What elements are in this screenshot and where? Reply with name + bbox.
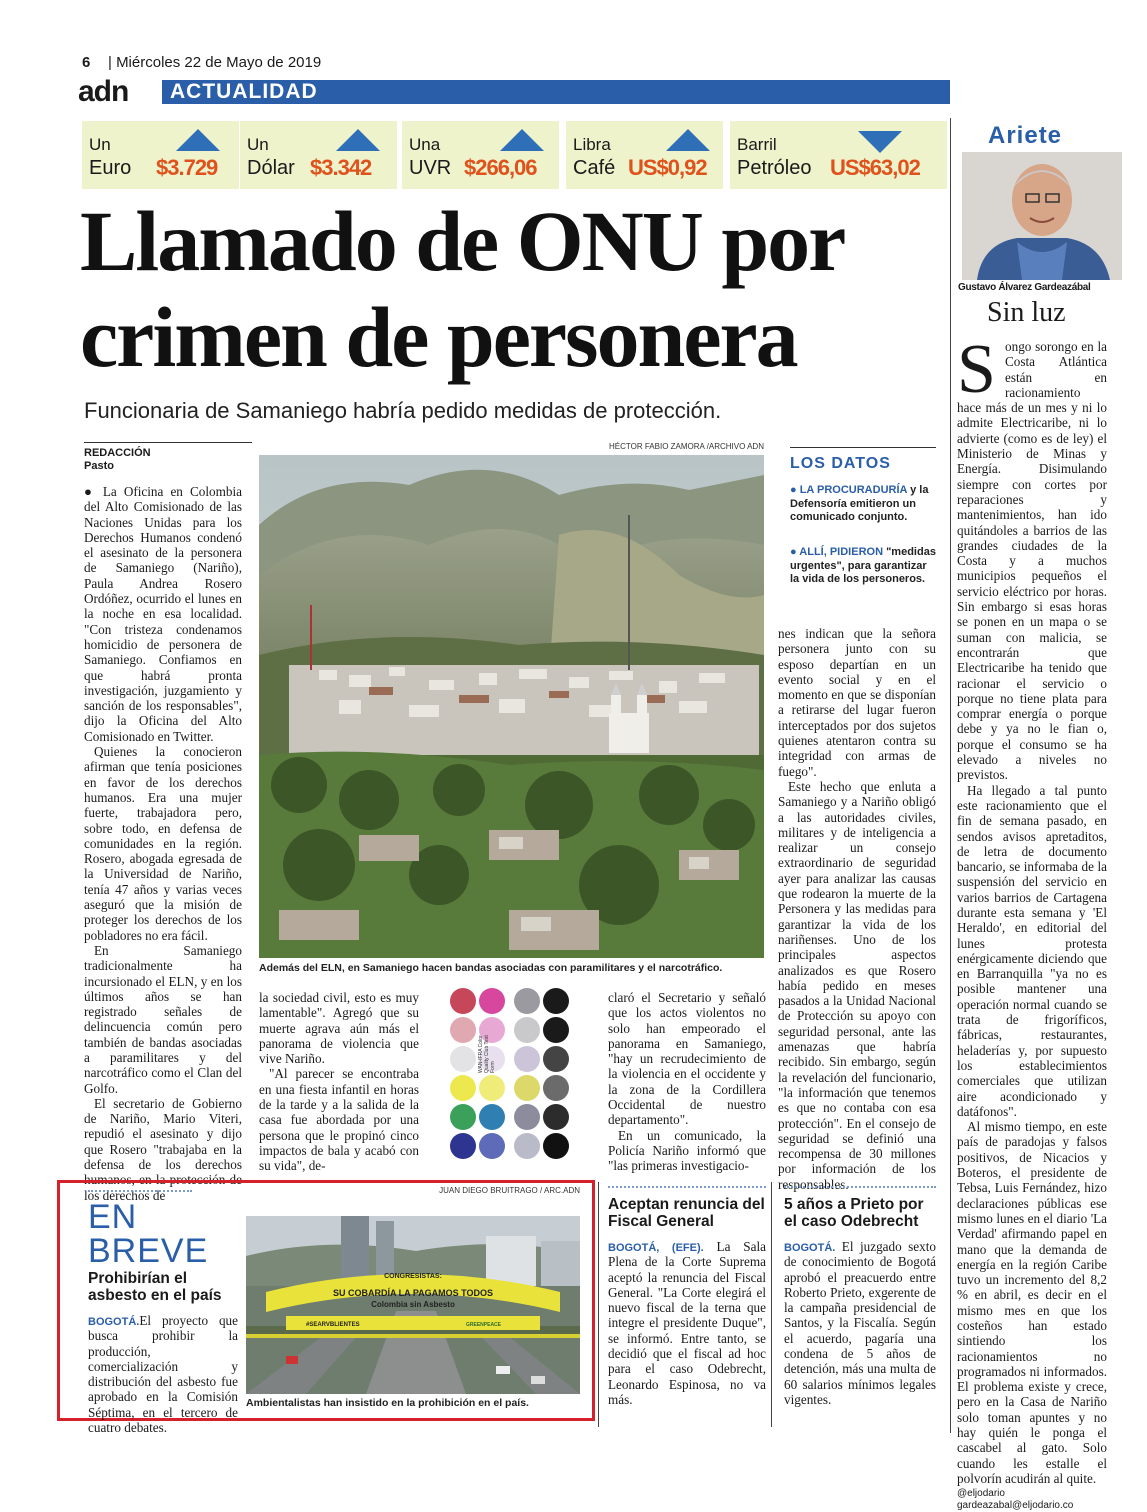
article-column-1 bbox=[84, 484, 242, 1203]
ticker-label-2: Dólar bbox=[247, 157, 295, 179]
ticker-label-1: Un bbox=[89, 135, 111, 154]
photo-caption: Además del ELN, en Samaniego hacen bandas asociadas con paramilitares y el narcotráfico. bbox=[259, 962, 723, 974]
ticker-label-2: Petróleo bbox=[737, 157, 812, 179]
article-column-4 bbox=[778, 626, 936, 1192]
color-test-bar bbox=[450, 988, 590, 1160]
color-swatch bbox=[514, 1133, 540, 1159]
color-swatch bbox=[543, 988, 569, 1014]
ticker-label-1: Un bbox=[247, 135, 269, 154]
color-swatch bbox=[543, 1133, 569, 1159]
ticker-label-1: Libra bbox=[573, 135, 611, 154]
column-first-paragraph bbox=[957, 331, 1107, 783]
banner-line-1: CONGRESISTAS: bbox=[384, 1273, 442, 1280]
ticker-café bbox=[566, 121, 726, 189]
en-breve-rule bbox=[88, 1190, 192, 1192]
samaniego-photo bbox=[259, 455, 764, 958]
color-swatch bbox=[479, 1104, 505, 1130]
arrow-up-icon bbox=[666, 129, 710, 151]
arrow-up-icon bbox=[336, 129, 380, 151]
color-swatch bbox=[514, 1017, 540, 1043]
article-column-3 bbox=[608, 990, 766, 1174]
subheadline: Funcionaria de Samaniego habría pedido medidas de protección. bbox=[84, 398, 722, 423]
color-swatch bbox=[479, 988, 505, 1014]
byline-name: REDACCIÓN bbox=[84, 447, 151, 459]
color-swatch bbox=[450, 1133, 476, 1159]
ticker-label-2: Euro bbox=[89, 157, 132, 179]
brief-photo-caption: Ambientalistas han insistido en la prohibición en el país. bbox=[246, 1397, 529, 1409]
section-bar: ACTUALIDAD bbox=[162, 80, 950, 104]
color-swatch bbox=[479, 1133, 505, 1159]
adn-logo: adn bbox=[78, 75, 129, 108]
color-swatch bbox=[514, 988, 540, 1014]
datos-item bbox=[790, 484, 936, 525]
paragraph: "Al parecer se encontraba en una fiesta infantil en horas de la tarde y a la salida de la casa fue abordada por una persona que le propinó cinco impactos de bala y acabó con su vida", de- bbox=[259, 1066, 419, 1174]
paragraph: Este hecho que enluta a Samaniego y a Nariño obligó a las autoridades civiles, militares y de inteligencia a realizar un consejo extraordinario de seguridad ayer para analizar las causas que rodearon la muerte de la Personera y las medidas para garantizar la vida de los nariñenses. Uno de los principales aspectos analizados es que Rosero había pedido en meses pasados a la Unidad Nacional de Protección su apoyo con seguridad personal, ante las amenazas que habría recibido. Sin embargo, según la revelación del funcionario, "la información que tenemos es que no contaba con esa protección". En el consejo de seguridad se definió una recompensa de 30 millones por información de los responsables. bbox=[778, 778, 936, 1192]
headline-line-1: Llamado de ONU por bbox=[80, 193, 845, 289]
color-swatch bbox=[514, 1104, 540, 1130]
page-date: | Miércoles 22 de Mayo de 2019 bbox=[108, 54, 322, 71]
headline-line-2: crimen de personera bbox=[80, 289, 797, 385]
column-handle: @eljodario bbox=[957, 1488, 1005, 1500]
paragraph: ● La Oficina en Colombia del Alto Comisionado de las Naciones Unidas para los Derechos Humanos condenó el asesinato de la personera de Samaniego (Nariño), Paula Andrea Rosero Ordóñez, ocurrido el lunes en la noche en esa localidad. "Con tristeza condenamos homicidio de personera de Samaniego. Confiamos en que habrá pronta investigación, juzgamiento y sanción de los responsables", dijo la Oficina del Alto Comisionado en Twitter. bbox=[84, 484, 242, 744]
ticker-label-2: Café bbox=[573, 157, 616, 179]
ticker-label-2: UVR bbox=[409, 157, 452, 179]
color-bar-label: WAN-IFRA Color Quality Club Test Form bbox=[478, 1035, 496, 1073]
paragraph: En un comunicado, la Policía Nariño informó que "las primeras investigacio- bbox=[608, 1127, 766, 1174]
banner-right: GREENPEACE bbox=[466, 1322, 502, 1328]
ticker-petróleo bbox=[730, 121, 950, 189]
datos-divider bbox=[790, 447, 936, 448]
column-author: Gustavo Álvarez Gardeazábal bbox=[958, 282, 1091, 293]
byline bbox=[84, 447, 151, 473]
byline-city: Pasto bbox=[84, 460, 114, 472]
paragraph: El secretario de Gobierno de Nariño, Mario Viteri, repudió el asesinato y dijo que Rosero "trabajaba en la defensa de los derechos humanos, en la protección de los derechos de bbox=[84, 1095, 242, 1203]
photo-credit: HÉCTOR FABIO ZAMORA /ARCHIVO ADN bbox=[609, 442, 764, 451]
paragraph: Al mismo tiempo, en este país de paradojas y falsos positivos, de Nicacios y Boteros, el presidente de Tebsa, Luis Fernández, hizo declaraciones públicas ese mismo lunes en el diario 'La Verdad' afirmando papel en mano que la demanda de energía en la región Caribe tuvo un incremento del 8,2 % en abril, es decir en el mismo mes en que los costeños han estado sintiendo los racionamientos no programados ni informados. El problema existe y crece, pero en la Casa de Nariño solo toman apuntes y no hay quién le ponga el cascabel al gato. Solo cuando les estalle el polvorín acudirán al quite. bbox=[957, 1119, 1107, 1486]
column-email: gardeazabal@eljodario.co bbox=[957, 1500, 1074, 1512]
brief2-city: BOGOTÁ, (EFE). bbox=[608, 1242, 704, 1254]
banner-line-2: SU COBARDÍA LA PAGAMOS TODOS bbox=[332, 1288, 494, 1298]
arrow-up-icon bbox=[500, 129, 544, 151]
brief-divider bbox=[598, 1182, 599, 1427]
ticker-value: $3.342 bbox=[310, 155, 372, 180]
color-swatch bbox=[450, 1075, 476, 1101]
color-swatch bbox=[514, 1046, 540, 1072]
brief2-text: La Sala Plena de la Corte Suprema aceptó la renuncia del Fiscal General. "La Corte elegirá el nuevo fiscal de la terna que integre el presidente Duque", se informó. Entre tanto, se decidió que el fiscal ad hoc para el caso Odebrecht, Leonardo Espinosa, no va más. bbox=[608, 1239, 766, 1407]
asbesto-protest-photo bbox=[246, 1216, 580, 1394]
paragraph: Quienes la conocieron afirman que tenía posiciones en favor de los derechos humanos. Era una mujer fuerte, trabajadora pero, sobre todo, en defensa de comunidades en la región. Rosero, abogada egresada de la Universidad de Nariño, tenía 47 años y varias veces aseguró que la misión de proteger los derechos de los pobladores no era fácil. bbox=[84, 744, 242, 943]
color-swatch bbox=[450, 1017, 476, 1043]
page-number: 6 bbox=[82, 54, 91, 71]
brief3-body bbox=[784, 1239, 936, 1407]
color-swatch bbox=[450, 1046, 476, 1072]
brief2-headline: Aceptan renuncia del Fiscal General bbox=[608, 1196, 765, 1230]
banner-line-3: Colombia sin Asbesto bbox=[371, 1300, 455, 1309]
ticker-value: US$0,92 bbox=[628, 155, 707, 180]
paragraph: Ha llegado a tal punto este racionamiento que el fin de semana pasado, en sendos avisos apretaditos, de letra de documento bancario, se informaba de la suspensión del servicio en varios barrios de Cartagena durante esta semana y 'El Heraldo', en editorial del lunes protesta enérgicamente diciendo que en Barranquilla "ya no es posible mantener una operación normal cuando se trata de frigoríficos, fábricas, restaurantes, heladerías y, por supuesto los establecimientos comerciales que utilizan aire acondicionado y datáfonos". bbox=[957, 782, 1107, 1119]
article-column-2 bbox=[259, 990, 419, 1174]
column-first-paragraph-text: ongo sorongo en la Costa Atlántica están en racionamiento hace más de un mes y ni lo admite Electricaribe, ni lo advierte (como es de ley) el Ministerio de Minas y Energía. Disimulando siempre con cortes por reparaciones y mantenimientos, han ido quitándoles a barrios de las grandes ciudades de la Costa y a muchos municipios pequeños el servicio eléctrico por horas. Sin embargo si esas horas se ponen en un mapa o se suman con malicia, se encontrarán que Electricaribe ha tenido que racionar el servicio o porque no tiene plata para comprar energía o porque debe y ya no le fian o, porque el consumo se ha elevado a niveles no previstos. bbox=[957, 339, 1107, 783]
column-divider bbox=[950, 118, 951, 1433]
brief-photo-credit: JUAN DIEGO BRUITRAGO / ARC.ADN bbox=[439, 1186, 580, 1195]
brief-city: BOGOTÁ. bbox=[88, 1316, 140, 1328]
brief2-rule bbox=[608, 1186, 766, 1188]
color-swatch bbox=[479, 1075, 505, 1101]
ticker-label-1: Una bbox=[409, 135, 441, 154]
brief2-body bbox=[608, 1239, 766, 1407]
column-section: Ariete bbox=[988, 122, 1063, 149]
color-swatch bbox=[543, 1104, 569, 1130]
color-swatch bbox=[543, 1017, 569, 1043]
dropcap-space bbox=[957, 339, 1005, 397]
arrow-up-icon bbox=[176, 129, 220, 151]
headline bbox=[80, 193, 950, 385]
paragraph: nes indican que la señora personera junto con su esposo departían en un evento social y en el momento en que se disponían a retirarse del lugar fueron interceptados por dos sujetos quienes atentaron contra su integridad con armas de fuego". bbox=[778, 626, 936, 779]
datos-item-text: y la Defensoría emitieron un comunicado conjunto. bbox=[790, 484, 929, 523]
color-swatch bbox=[450, 1104, 476, 1130]
column-title: Sin luz bbox=[987, 297, 1066, 328]
brief-headline: Prohibirían el asbesto en el país bbox=[88, 1270, 222, 1304]
datos-item-lead: ● ALLÍ, PIDIERON bbox=[790, 546, 884, 558]
ticker-euro bbox=[82, 121, 242, 189]
color-swatch bbox=[514, 1075, 540, 1101]
ticker-value: $3.729 bbox=[156, 155, 218, 180]
datos-item bbox=[790, 546, 936, 587]
paragraph: claró el Secretario y señaló que los actos violentos no solo han empeorado el panorama en Samaniego, "hay un recrudecimiento de la violencia en el occidente y la zona de la Cordillera Occidental de nuestro departamento". bbox=[608, 990, 766, 1128]
divider bbox=[84, 442, 252, 443]
color-swatch bbox=[543, 1075, 569, 1101]
ticker-value: US$63,02 bbox=[830, 155, 920, 180]
brief3-headline: 5 años a Prieto por el caso Odebrecht bbox=[784, 1196, 924, 1230]
datos-title: LOS DATOS bbox=[790, 455, 891, 472]
ticker-label-1: Barril bbox=[737, 135, 777, 154]
en-breve-title-line-2: BREVE bbox=[88, 1232, 209, 1270]
ticker-value: $266,06 bbox=[464, 155, 537, 180]
brief-body bbox=[88, 1313, 238, 1435]
en-breve-title-line-1: EN bbox=[88, 1198, 138, 1236]
author-portrait bbox=[962, 152, 1122, 280]
banner-left: #SEARVBLIENTES bbox=[306, 1322, 360, 1328]
column-body bbox=[957, 331, 1107, 1512]
brief-divider bbox=[771, 1182, 772, 1427]
paragraph: En Samaniego tradicionalmente ha incursionado el ELN, y en los últimos años se han registrado señales de delincuencia común pero también de bandas asociadas a paramilitares y del narcotráfico como el Clan del Golfo. bbox=[84, 942, 242, 1096]
arrow-down-icon bbox=[858, 131, 902, 153]
ticker-uvr bbox=[402, 121, 562, 189]
brief3-city: BOGOTÁ. bbox=[784, 1242, 836, 1254]
ticker-dólar bbox=[240, 121, 400, 189]
en-breve-title bbox=[88, 1200, 208, 1268]
brief-text: El proyecto que busca prohibir la producción, comercialización y distribución del asbesto fue aprobado en la Comisión Séptima, en el tercero de cuatro debates. bbox=[88, 1313, 238, 1436]
paragraph: la sociedad civil, esto es muy lamentable". Agregó que su muerte agrava aún más el panorama de violencia que vive Nariño. bbox=[259, 990, 419, 1067]
color-swatch bbox=[450, 988, 476, 1014]
brief3-rule bbox=[784, 1186, 936, 1188]
datos-item-text: "medidas urgentes", para garantizar la vida de los personeros. bbox=[790, 546, 936, 585]
brief3-text: El juzgado sexto de conocimiento de Bogotá aprobó el preacuerdo entre Roberto Prieto, exgerente de la campaña presidencial de Santos, y la Fiscalía. Según el acuerdo, pagaría una condena de 5 años de detención, más una multa de 60 salarios mínimos legales vigentes. bbox=[784, 1239, 936, 1407]
dropcap: S bbox=[957, 331, 996, 408]
datos-item-lead: ● LA PROCURADURÍA bbox=[790, 484, 908, 496]
color-swatch bbox=[543, 1046, 569, 1072]
